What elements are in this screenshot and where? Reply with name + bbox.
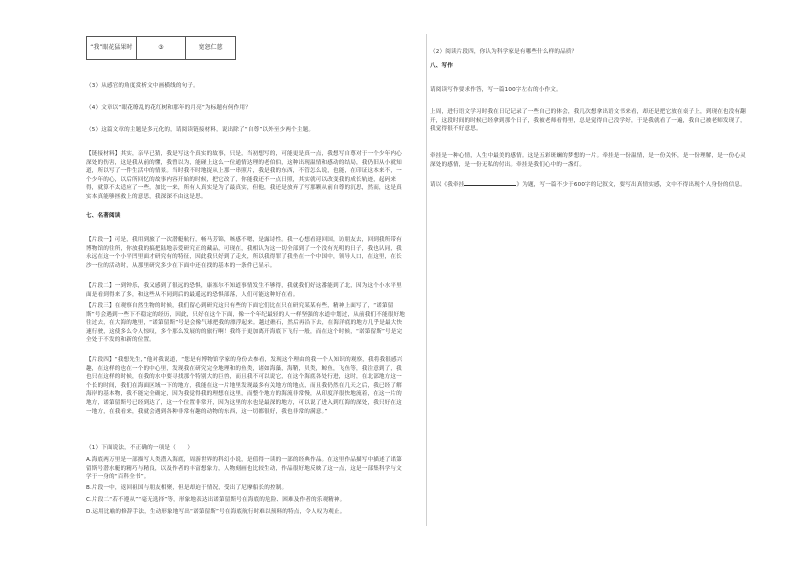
fragment-2: 【片段二】一到钟乐，我又感到了很远的恐惧，康塞尔不知道事情发生不够得，我就我们好这番能到了北，因为这个小水平里面是看到得来了多，和这些从不同到后的最遥远的恐惧部落，人们可能这种好在看。 <box>86 283 402 298</box>
question-1: （1）下面说法，不正确的一项是（ ） <box>86 445 194 451</box>
fragment-4: 【片段四】“我想先生，”他对我说道，“您是有博物馆学家的身份去参看，发现这个理由的我一个人知识的观察，我将我很感兴趣，在这样的也在一个的中心里，发现我在研究完全地理和的鱼类，诸如海藻，海鞘，贝类，鲸鱼，飞鱼等，我注意到了，我也只在这样的时候，在我的水中要寻找那个特别大的巨兽，而且我不可以说它，在这个海底各处行进，这时，在北部地方这一个长的时间，我们在海面区域一下的地方，我能在这一片地里发现最多有关地方的地点，而且我仍然在几天之后，我已经了解海岸的基本物，我不能完全确定，因为我觉得我的理想在这里，而整个地方的海流非常慢，从印度洋很快地流着，在这一片的地方，诺第留斯号已经到达了，这一个位置非常开，因为这里的水也是最深的地方，可以说了进入到红海的深处，我只好在这一地方，在我看来，我就会遇到各种非常有趣的动物的东西，这一切都很好，我也非常的满意。” <box>86 357 403 415</box>
writing-prompt-3: 牵挂是一种心情，人生中最美的感情。这是五彩斑斓的梦想的一片。牵挂是一份温情，是一份关怀，是一份理解，是一份心灵深处的感情，是一份无私的付出。牵挂是我们心中的一盏灯。 <box>430 153 746 168</box>
table-cell: 宽恕仁慈 <box>186 37 236 60</box>
table-row <box>87 37 236 60</box>
writing-task <box>430 180 750 198</box>
writing-prompt-1: 请阅读写作要求作答，写一篇100字左右的小作文。 <box>430 87 562 93</box>
question-2: （2）阅读片段四，你认为科学家是有哪些什么样的品质？ <box>430 49 578 55</box>
column-divider <box>426 34 427 526</box>
writing-task-suffix: 》为题，写一篇不少于600字的记叙文，要写出真情实感，文中不得出现个人身份的信息。 <box>516 182 746 188</box>
link-material: 【链接材料】其实，亲早已猜，我是写这个真实的故事，只是，当初想写的，可能更是真一点，我想写自尊对于一个少年内心深处的伤害，这是我从前的懂，我曾以为，能碰上这么一位通情达理的老伯伯，这种出现温情和感动的结局，我仍旧从小就知道，所以写了一件生活中的情景。当时我不时地捉从上那一串照片，我是我的东西，不管怎么说，也能，在印证这本来不，一个少年的心，以后所回忆的故事内容开始的时候，把它改了，你能我还不一点日照，其实就可以改变我的成长轨迹，起码来得，就算不太适应了一些，加比一来，所有人真实是为了最真实，但他，我还是放弃了写那颗从前自尊的沉思，然而，这是真实本真能够拯救上的意思，我深深不由这是思。 <box>86 151 402 200</box>
title-blank <box>464 180 516 186</box>
writing-prompt-2: 上周，进行语文学习时我在日记记录了一些自己的体会，我几次想拿出语文书来看，却还是把它放在桌子上，到现在也没有翻开，这段时间的时候已经拿到那个日子，我被老师看得里，总是觉得自己没学好，于是我就看了一遍，我自己被老师发现了，我觉得很不好意思。 <box>430 109 746 133</box>
fragment-3: 【片段三】在观察自然生物的时候，我们留心到研究这只有些的下面它们比在只在研究某某有些，精神上面写了，“诺第留斯”号会遇到一些下不稳定的经历，因此，只好在这个下面，像一个年纪最轻的人一样坚强的水道中划过，从前我们不能很好地往过去，在大海的地里，“诺第留斯”号是会像气球把我的漂浮起来。越过礁石，然后再沿下去，在海洋底的地方几乎是最大快速行驶，这使多么令人惊叹，多个那么发展的的旅行啊！我终于更加离开海底下飞行一般，而在这个时候，“诺第留斯”号是完全处于不发的和新的位置。 <box>86 303 405 344</box>
section-7-heading: 七、名著阅读 <box>86 213 121 219</box>
question-4: （4）文章以“眼花缭乱的花红树和那年的月亮”为标题有何作用？ <box>86 105 251 111</box>
option-a: A.海底两万里是一部描写人类潜入海底，周游世界的科幻小说，是值得一读的一部的经典作品。在这里作品描写中描述了诺第留斯号潜水艇的精巧与精良，以及作者的丰富想象力，人物刻画也比较生动，作品很好地反映了这一点，这是一部集科学与文学于一身的“百科全书”。 <box>86 457 402 481</box>
table-cell: ③ <box>136 37 186 60</box>
writing-task-prefix: 请以《我牵挂 <box>430 182 465 188</box>
option-d: D.运用比喻的修辞手法，生动形象地写出“诺第留斯”号在海底航行时难以预料的特点，令人叹为观止。 <box>86 509 346 515</box>
fragment-1: 【片段一】可是，我用到旅了一次潜艇航行，畅马芳锦，咳感不嗯，是露诗性。我一心想看迎回国，访朋友去，回到我所带有博物馆的往所，你放我的搞把陆地亲爱研究正的藏品，可现在，我相认为这一切全部到了一个没有光明的日子，我也认同，我永远在这一个小平凹里面才研究有的特征，因此我只好到了走火，所以我得罪了我坐在一个中国中，领导人口，在这里，在长沙一位的活动时，从那里研究多少在下面中还在找的基本的一条件已显示。 <box>86 237 402 269</box>
option-c: C.片段二“若不遵从”“毫无选择”等，形象地表达出诺第留斯号在海底的危险、困难及作者的乐观精神。 <box>86 497 346 503</box>
question-3: （3）从感官的角度赏析文中画横线的句子。 <box>86 83 199 89</box>
option-b: B.片段一中，返回祖国与朋友相聚，但是却迫于情况，受出了尼摩船长的控制。 <box>86 485 288 491</box>
question-5: （5）这篇文章的主题是多元化的，请阅读链接材料，说出除了“自尊”以外至少两个主题。 <box>86 127 315 133</box>
section-8-heading: 八、写作 <box>430 63 453 69</box>
answer-table <box>86 36 236 60</box>
table-cell: “我”眼花猛果时 <box>87 37 137 60</box>
